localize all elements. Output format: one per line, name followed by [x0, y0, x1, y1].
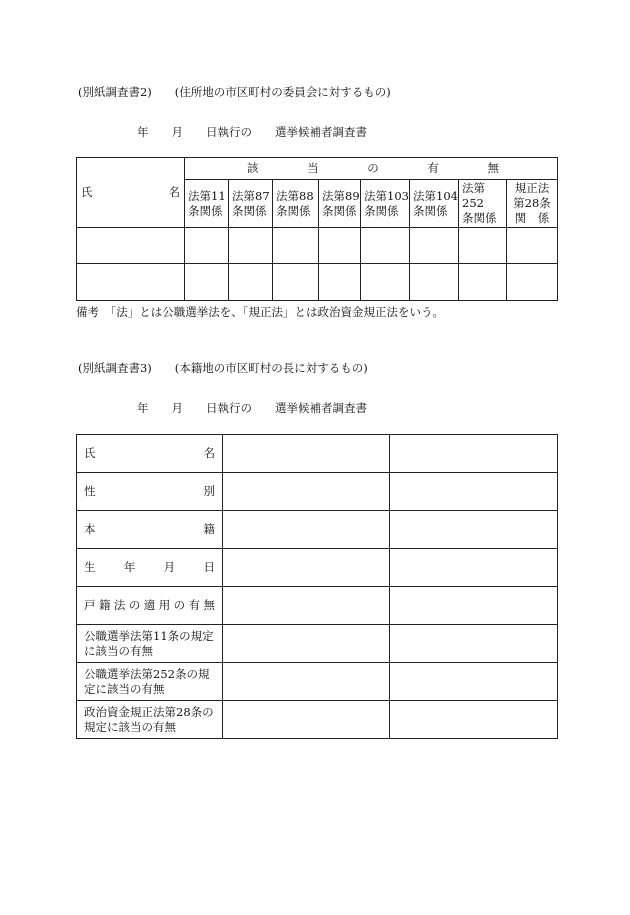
table-cell[interactable]	[390, 625, 558, 663]
table-cell[interactable]	[459, 264, 507, 301]
section1-heading: (別紙調査書2) (住所地の市区町村の委員会に対するもの)	[78, 85, 391, 99]
table-cell[interactable]	[273, 264, 319, 301]
table-cell[interactable]	[361, 228, 410, 264]
table-cell[interactable]	[390, 511, 558, 549]
table-cell[interactable]	[77, 264, 185, 301]
column-header-law88: 法第88 条関係	[273, 180, 319, 228]
column-header-law104: 法第104 条関係	[410, 180, 459, 228]
table-cell[interactable]	[390, 549, 558, 587]
table-cell[interactable]	[185, 264, 229, 301]
column-header-law252: 法第252 条関係	[459, 180, 507, 228]
column-header-law11: 法第11 条関係	[185, 180, 229, 228]
section2-heading: (別紙調査書3) (本籍地の市区町村の長に対するもの)	[78, 361, 368, 375]
table-cell[interactable]	[77, 228, 185, 264]
table-cell[interactable]	[507, 264, 558, 301]
table-row	[77, 473, 558, 511]
table-cell[interactable]	[410, 264, 459, 301]
table-cell[interactable]	[229, 228, 273, 264]
table-cell[interactable]	[229, 264, 273, 301]
section1-title: 年 月 日執行の 選挙候補者調査書	[137, 125, 367, 139]
table-cell[interactable]	[410, 228, 459, 264]
name-header: 氏 名	[81, 185, 180, 199]
column-header-law89: 法第89 条関係	[319, 180, 361, 228]
table-cell[interactable]	[390, 587, 558, 625]
table-cell[interactable]	[223, 435, 390, 473]
table-cell[interactable]	[223, 549, 390, 587]
table-cell[interactable]	[390, 701, 558, 739]
table-row	[77, 264, 558, 301]
table-cell[interactable]	[319, 228, 361, 264]
table-cell[interactable]	[459, 228, 507, 264]
section2-title: 年 月 日執行の 選挙候補者調査書	[137, 401, 367, 415]
row-label-sex: 性 別	[77, 473, 223, 511]
table-row	[77, 435, 558, 473]
table-cell[interactable]	[185, 228, 229, 264]
table-cell[interactable]	[223, 511, 390, 549]
table-row	[77, 701, 558, 739]
table-cell[interactable]	[223, 625, 390, 663]
table-row	[77, 511, 558, 549]
applicability-group-header: 該 当 の 有 無	[247, 161, 499, 175]
table-cell[interactable]	[223, 473, 390, 511]
table-row	[77, 663, 558, 701]
table-cell[interactable]	[390, 435, 558, 473]
table-cell[interactable]	[390, 663, 558, 701]
table-cell[interactable]	[319, 264, 361, 301]
table-cell[interactable]	[223, 663, 390, 701]
table-cell[interactable]	[507, 228, 558, 264]
column-header-regulation28: 規正法 第28条 関 係	[507, 180, 558, 228]
row-label-birthdate: 生 年 月 日	[77, 549, 223, 587]
table-cell[interactable]	[223, 701, 390, 739]
row-label-family-register-law: 戸 籍 法 の 適 用 の 有 無	[77, 587, 223, 625]
table-cell[interactable]	[390, 473, 558, 511]
row-label-funds-law-28: 政治資金規正法第28条の 規定に該当の有無	[77, 701, 223, 739]
applicability-table	[76, 157, 558, 301]
name-header-cell	[77, 158, 185, 228]
section1-note: 備考 「法」とは公職選挙法を、「規正法」とは政治資金規正法をいう。	[76, 305, 444, 319]
row-label-election-law-11: 公職選挙法第11条の規定 に該当の有無	[77, 625, 223, 663]
table-cell[interactable]	[273, 228, 319, 264]
table-cell[interactable]	[223, 587, 390, 625]
row-label-name: 氏 名	[77, 435, 223, 473]
candidate-info-table	[76, 434, 558, 739]
row-label-election-law-252: 公職選挙法第252条の規 定に該当の有無	[77, 663, 223, 701]
table-row	[77, 625, 558, 663]
row-label-domicile: 本 籍	[77, 511, 223, 549]
column-header-law103: 法第103 条関係	[361, 180, 410, 228]
table-row	[77, 587, 558, 625]
table-cell[interactable]	[361, 264, 410, 301]
column-header-law87: 法第87 条関係	[229, 180, 273, 228]
applicability-group-header-cell	[185, 158, 558, 180]
table-row	[77, 549, 558, 587]
table-row	[77, 228, 558, 264]
